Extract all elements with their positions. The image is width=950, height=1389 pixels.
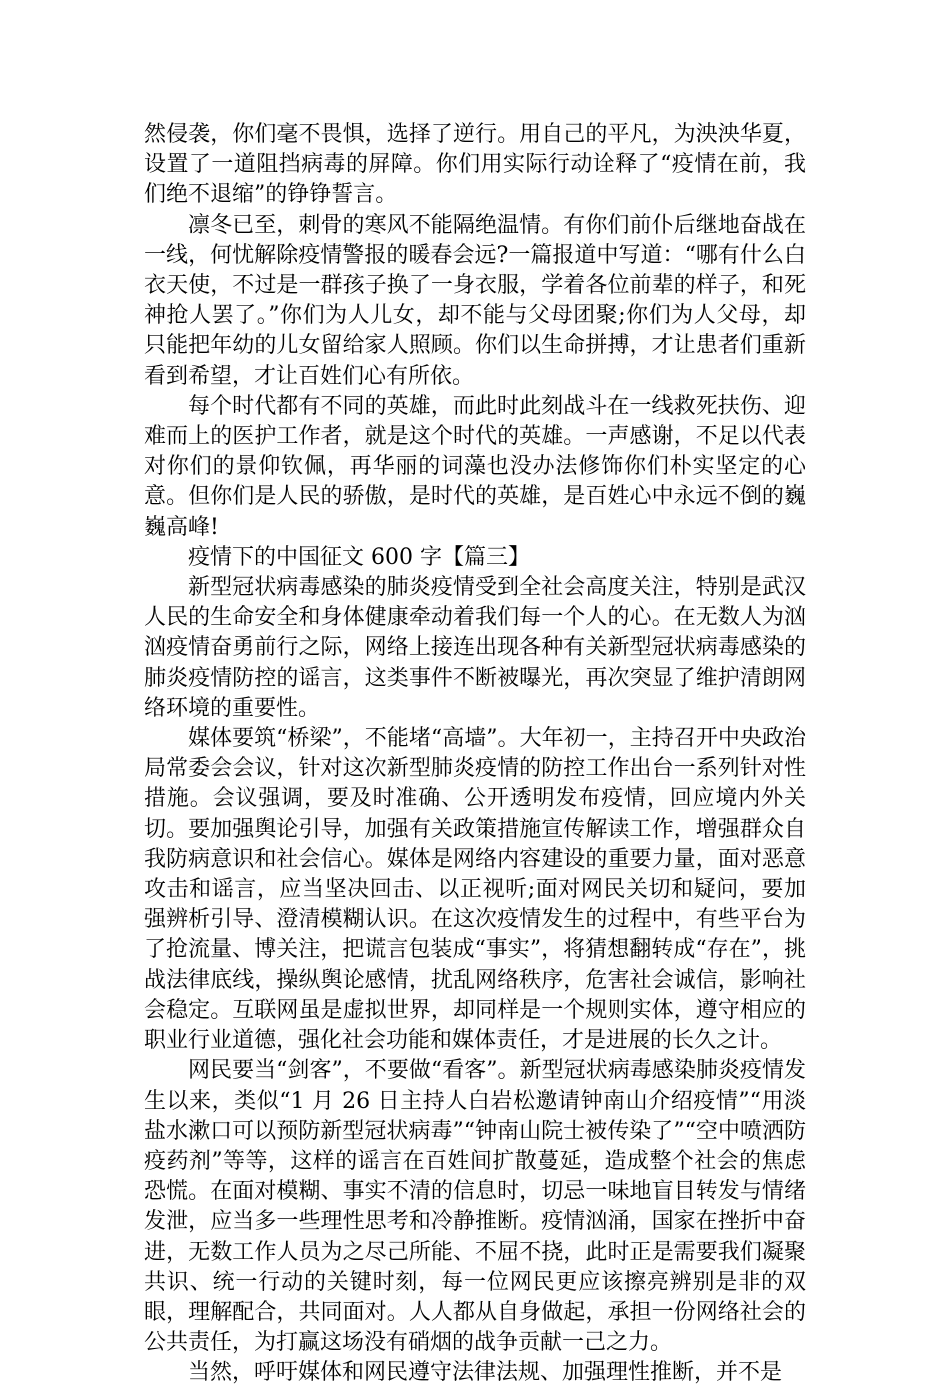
- paragraph-netizens-swordsmen: 网民要当“剑客”，不要做“看客”。新型冠状病毒感染肺炎疫情发生以来，类似“1 月 26 日主持人白岩松邀请钟南山介绍疫情”“用淡盐水漱口可以预防新型冠状病毒”“钟南山院士被传染了”“空中喷洒防疫药剂”等等，这样的谣言在百姓间扩散蔓延，造成整个社会的焦虑恐慌。在面对模糊、事实不清的信息时，切忌一味地盲目转发与情绪发泄，应当多一些理性思考和冷静推断。疫情汹涌，国家在挫折中奋进，无数工作人员为之尽己所能、不屈不挠，此时正是需要我们凝聚共识、统一行动的关键时刻，每一位网民更应该擦亮辨别是非的双眼，理解配合，共同面对。人人都从自身做起，承担一份网络社会的公共责任，为打赢这场没有硝烟的战争贡献一己之力。: [144, 1058, 806, 1356]
- section-heading: 疫情下的中国征文 600 字【篇三】: [188, 544, 530, 570]
- paragraph-rumors-intro: 新型冠状病毒感染的肺炎疫情受到全社会高度关注，特别是武汉人民的生命安全和身体健康牵动着我们每一个人的心。在无数人为汹汹疫情奋勇前行之际，网络上接连出现各种有关新型冠状病毒感染的肺炎疫情防控的谣言，这类事件不断被曝光，再次突显了维护清朗网络环境的重要性。: [144, 575, 806, 721]
- document-page: [144, 120, 806, 1389]
- paragraph-heroes: 每个时代都有不同的英雄，而此时此刻战斗在一线救死扶伤、迎难而上的医护工作者，就是这个时代的英雄。一声感谢，不足以代表对你们的景仰钦佩，再华丽的词藻也没办法修饰你们朴实坚定的心意。但你们是人民的骄傲，是时代的英雄，是百姓心中永远不倒的巍巍高峰!: [144, 393, 806, 540]
- paragraph-continuation: 然侵袭，你们毫不畏惧，选择了逆行。用自己的平凡，为泱泱华夏，设置了一道阻挡病毒的屏障。你们用实际行动诠释了“疫情在前，我们绝不退缩”的铮铮誓言。: [144, 122, 806, 208]
- paragraph-media-bridge: 媒体要筑“桥梁”，不能堵“高墙”。大年初一，主持召开中央政治局常委会会议，针对这次新型肺炎疫情的防控工作出台一系列针对性措施。会议强调，要及时准确、公开透明发布疫情，回应境内外关切。要加强舆论引导，加强有关政策措施宣传解读工作，增强群众自我防病意识和社会信心。媒体是网络内容建设的重要力量，面对恶意攻击和谣言，应当坚决回击、以正视听;面对网民关切和疑问，要加强辨析引导、澄清模糊认识。在这次疫情发生的过程中，有些平台为了抢流量、博关注，把谎言包装成“事实”，将猜想翻转成“存在”，挑战法律底线，操纵舆论感情，扰乱网络秩序，危害社会诚信，影响社会稳定。互联网虽是虚拟世界，却同样是一个规则实体，遵守相应的职业行业道德，强化社会功能和媒体责任，才是进展的长久之计。: [144, 726, 806, 1054]
- paragraph-winter-warmth: 凛冬已至，刺骨的寒风不能隔绝温情。有你们前仆后继地奋战在一线，何忧解除疫情警报的暖春会远?一篇报道中写道：“哪有什么白衣天使，不过是一群孩子换了一身衣服，学着各位前辈的样子，和死神抢人罢了。”你们为人儿女，却不能与父母团聚;你们为人父母，却只能把年幼的儿女留给家人照顾。你们以生命拼搏，才让患者们重新看到希望，才让百姓们心有所依。: [144, 212, 806, 389]
- paragraph-of-course: 当然，呼吁媒体和网民遵守法律法规、加强理性推断，并不是: [188, 1360, 783, 1386]
